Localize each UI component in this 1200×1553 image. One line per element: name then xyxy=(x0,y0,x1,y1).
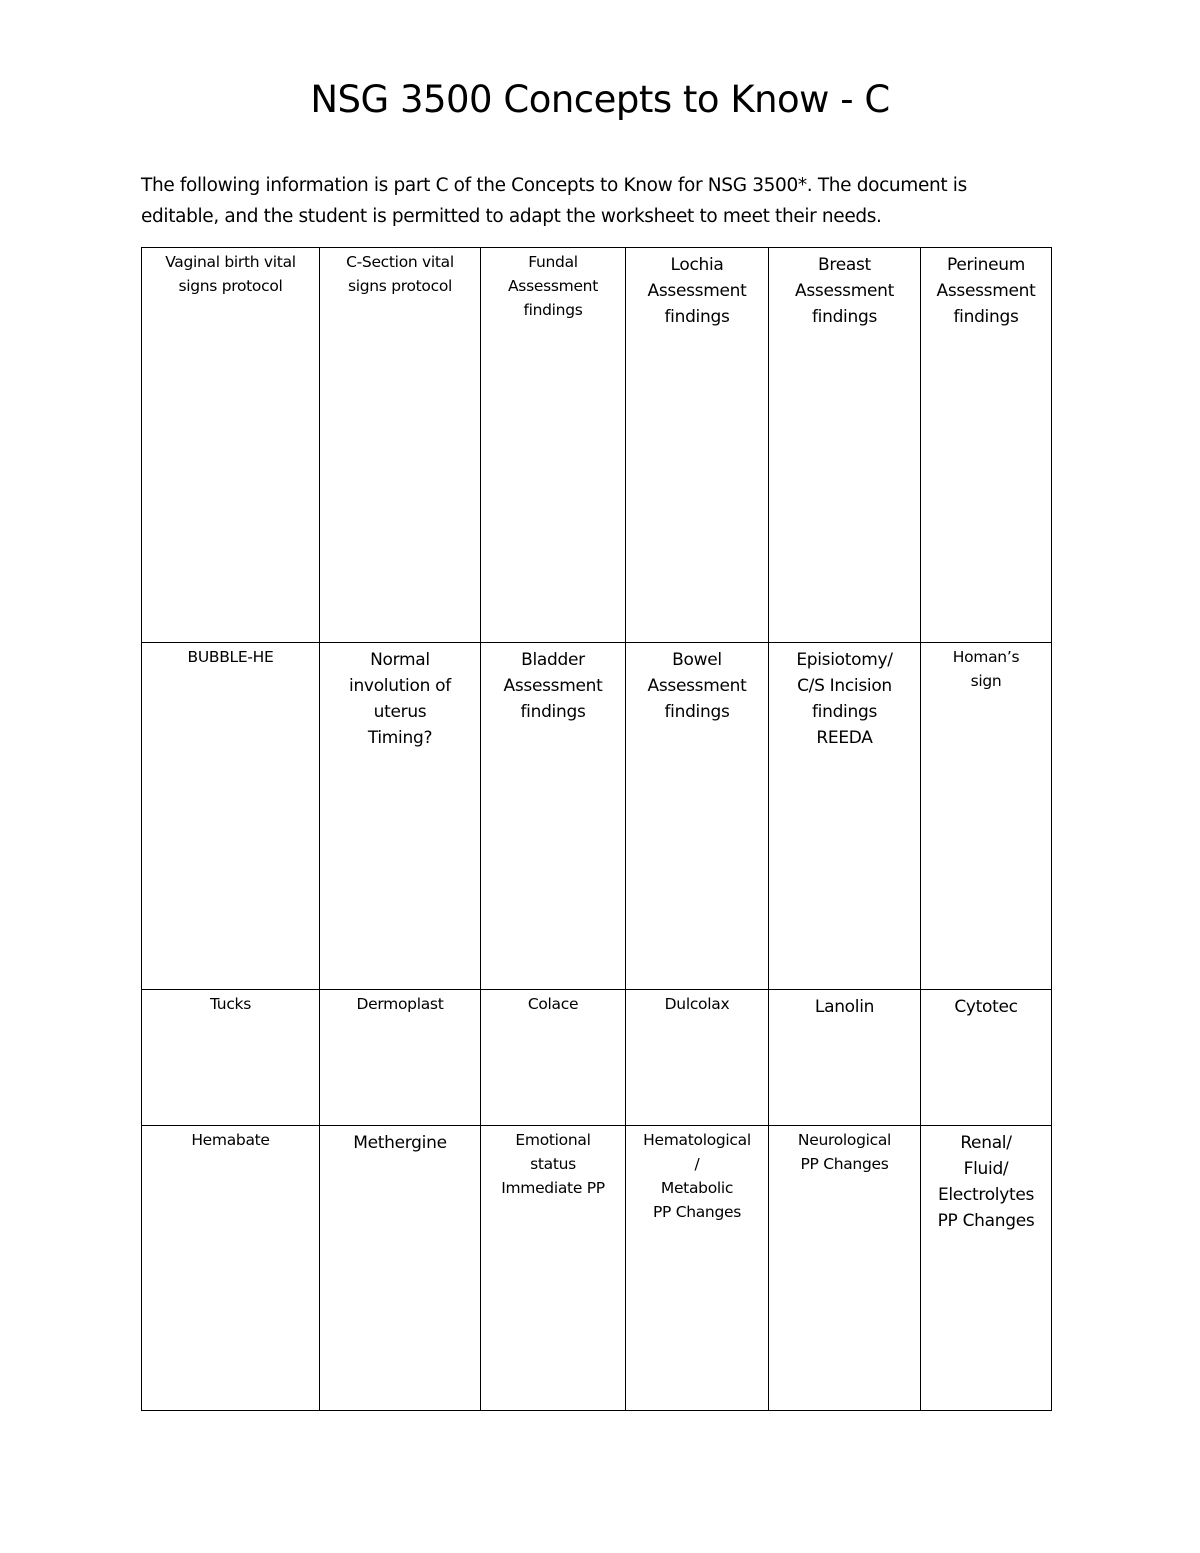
intro-paragraph xyxy=(141,170,1071,232)
cell-text: findings xyxy=(811,702,878,722)
cell-text: involution of xyxy=(349,676,451,696)
cell-text: Cytotec xyxy=(954,997,1018,1017)
cell-text: Methergine xyxy=(353,1133,447,1153)
table-cell[interactable] xyxy=(921,248,1052,643)
cell-text: Normal xyxy=(370,650,430,670)
cell-text: PP Changes xyxy=(937,1211,1035,1231)
cell-text: Homan’s xyxy=(952,648,1020,666)
cell-text: Fluid/ xyxy=(963,1159,1009,1179)
cell-text: Immediate PP xyxy=(501,1179,605,1197)
cell-text: Hematological xyxy=(643,1131,751,1149)
cell-text: findings xyxy=(953,307,1019,327)
table-cell[interactable] xyxy=(626,990,769,1126)
cell-text: Colace xyxy=(527,995,579,1013)
table-cell[interactable] xyxy=(769,1126,921,1411)
table-cell[interactable] xyxy=(769,248,921,643)
cell-text: Renal/ xyxy=(960,1133,1012,1153)
cell-text: Vaginal birth vital xyxy=(165,253,296,271)
table-cell[interactable] xyxy=(481,1126,626,1411)
cell-text: Timing? xyxy=(367,728,433,748)
cell-text: Dermoplast xyxy=(356,995,444,1013)
cell-text: C-Section vital xyxy=(346,253,454,271)
table-cell[interactable] xyxy=(320,248,481,643)
cell-text: signs protocol xyxy=(178,277,283,295)
table-cell[interactable] xyxy=(320,1126,481,1411)
table-cell[interactable] xyxy=(626,1126,769,1411)
intro-line: The following information is part C of the Concepts to Know for NSG 3500*. The document is xyxy=(141,175,967,196)
cell-text: Assessment xyxy=(647,676,747,696)
cell-text: Electrolytes xyxy=(937,1185,1035,1205)
table-cell[interactable] xyxy=(921,990,1052,1126)
table-cell[interactable] xyxy=(320,990,481,1126)
cell-text: Assessment xyxy=(508,277,598,295)
cell-text: PP Changes xyxy=(800,1155,889,1173)
page-title: NSG 3500 Concepts to Know - C xyxy=(310,78,890,121)
cell-text: Breast xyxy=(818,255,871,275)
cell-text: Perineum xyxy=(947,255,1025,275)
table-cell[interactable] xyxy=(481,643,626,990)
cell-text: uterus xyxy=(373,702,427,722)
table-cell[interactable] xyxy=(921,643,1052,990)
cell-text: findings xyxy=(523,301,583,319)
table-cell[interactable] xyxy=(320,643,481,990)
table-cell[interactable] xyxy=(769,990,921,1126)
table-cell[interactable] xyxy=(481,248,626,643)
table-row xyxy=(142,1126,1052,1411)
concepts-table xyxy=(141,247,1052,1411)
cell-text: Neurological xyxy=(797,1131,892,1149)
table-cell[interactable] xyxy=(921,1126,1052,1411)
cell-text: signs protocol xyxy=(347,277,453,295)
table-row xyxy=(142,990,1052,1126)
table-cell[interactable] xyxy=(142,990,320,1126)
table-cell[interactable] xyxy=(626,248,769,643)
cell-text: C/S Incision xyxy=(797,676,892,696)
cell-text: REEDA xyxy=(816,728,873,748)
table-cell[interactable] xyxy=(481,990,626,1126)
cell-text: findings xyxy=(664,307,730,327)
cell-text: BUBBLE-HE xyxy=(187,648,274,666)
cell-text: Hemabate xyxy=(191,1131,270,1149)
table-cell[interactable] xyxy=(626,643,769,990)
table-cell[interactable] xyxy=(142,643,320,990)
cell-text: sign xyxy=(970,672,1002,690)
cell-text: findings xyxy=(811,307,878,327)
cell-text: findings xyxy=(664,702,730,722)
table-row xyxy=(142,248,1052,643)
cell-text: / xyxy=(694,1155,700,1173)
cell-text: Assessment xyxy=(503,676,603,696)
cell-text: PP Changes xyxy=(652,1203,742,1221)
cell-text: Emotional xyxy=(515,1131,591,1149)
cell-text: Metabolic xyxy=(660,1179,734,1197)
cell-text: Lochia xyxy=(670,255,724,275)
cell-text: status xyxy=(530,1155,576,1173)
cell-text: Bladder xyxy=(521,650,585,670)
cell-text: Assessment xyxy=(936,281,1036,301)
cell-text: findings xyxy=(520,702,586,722)
table-cell[interactable] xyxy=(142,1126,320,1411)
cell-text: Episiotomy/ xyxy=(796,650,893,670)
cell-text: Bowel xyxy=(672,650,722,670)
table-cell[interactable] xyxy=(769,643,921,990)
table-cell[interactable] xyxy=(142,248,320,643)
cell-text: Dulcolax xyxy=(664,995,730,1013)
cell-text: Assessment xyxy=(647,281,747,301)
cell-text: Fundal xyxy=(528,253,578,271)
table-row xyxy=(142,643,1052,990)
intro-line: editable, and the student is permitted to adapt the worksheet to meet their needs. xyxy=(141,206,882,227)
cell-text: Tucks xyxy=(209,995,251,1013)
cell-text: Assessment xyxy=(795,281,894,301)
cell-text: Lanolin xyxy=(814,997,875,1017)
